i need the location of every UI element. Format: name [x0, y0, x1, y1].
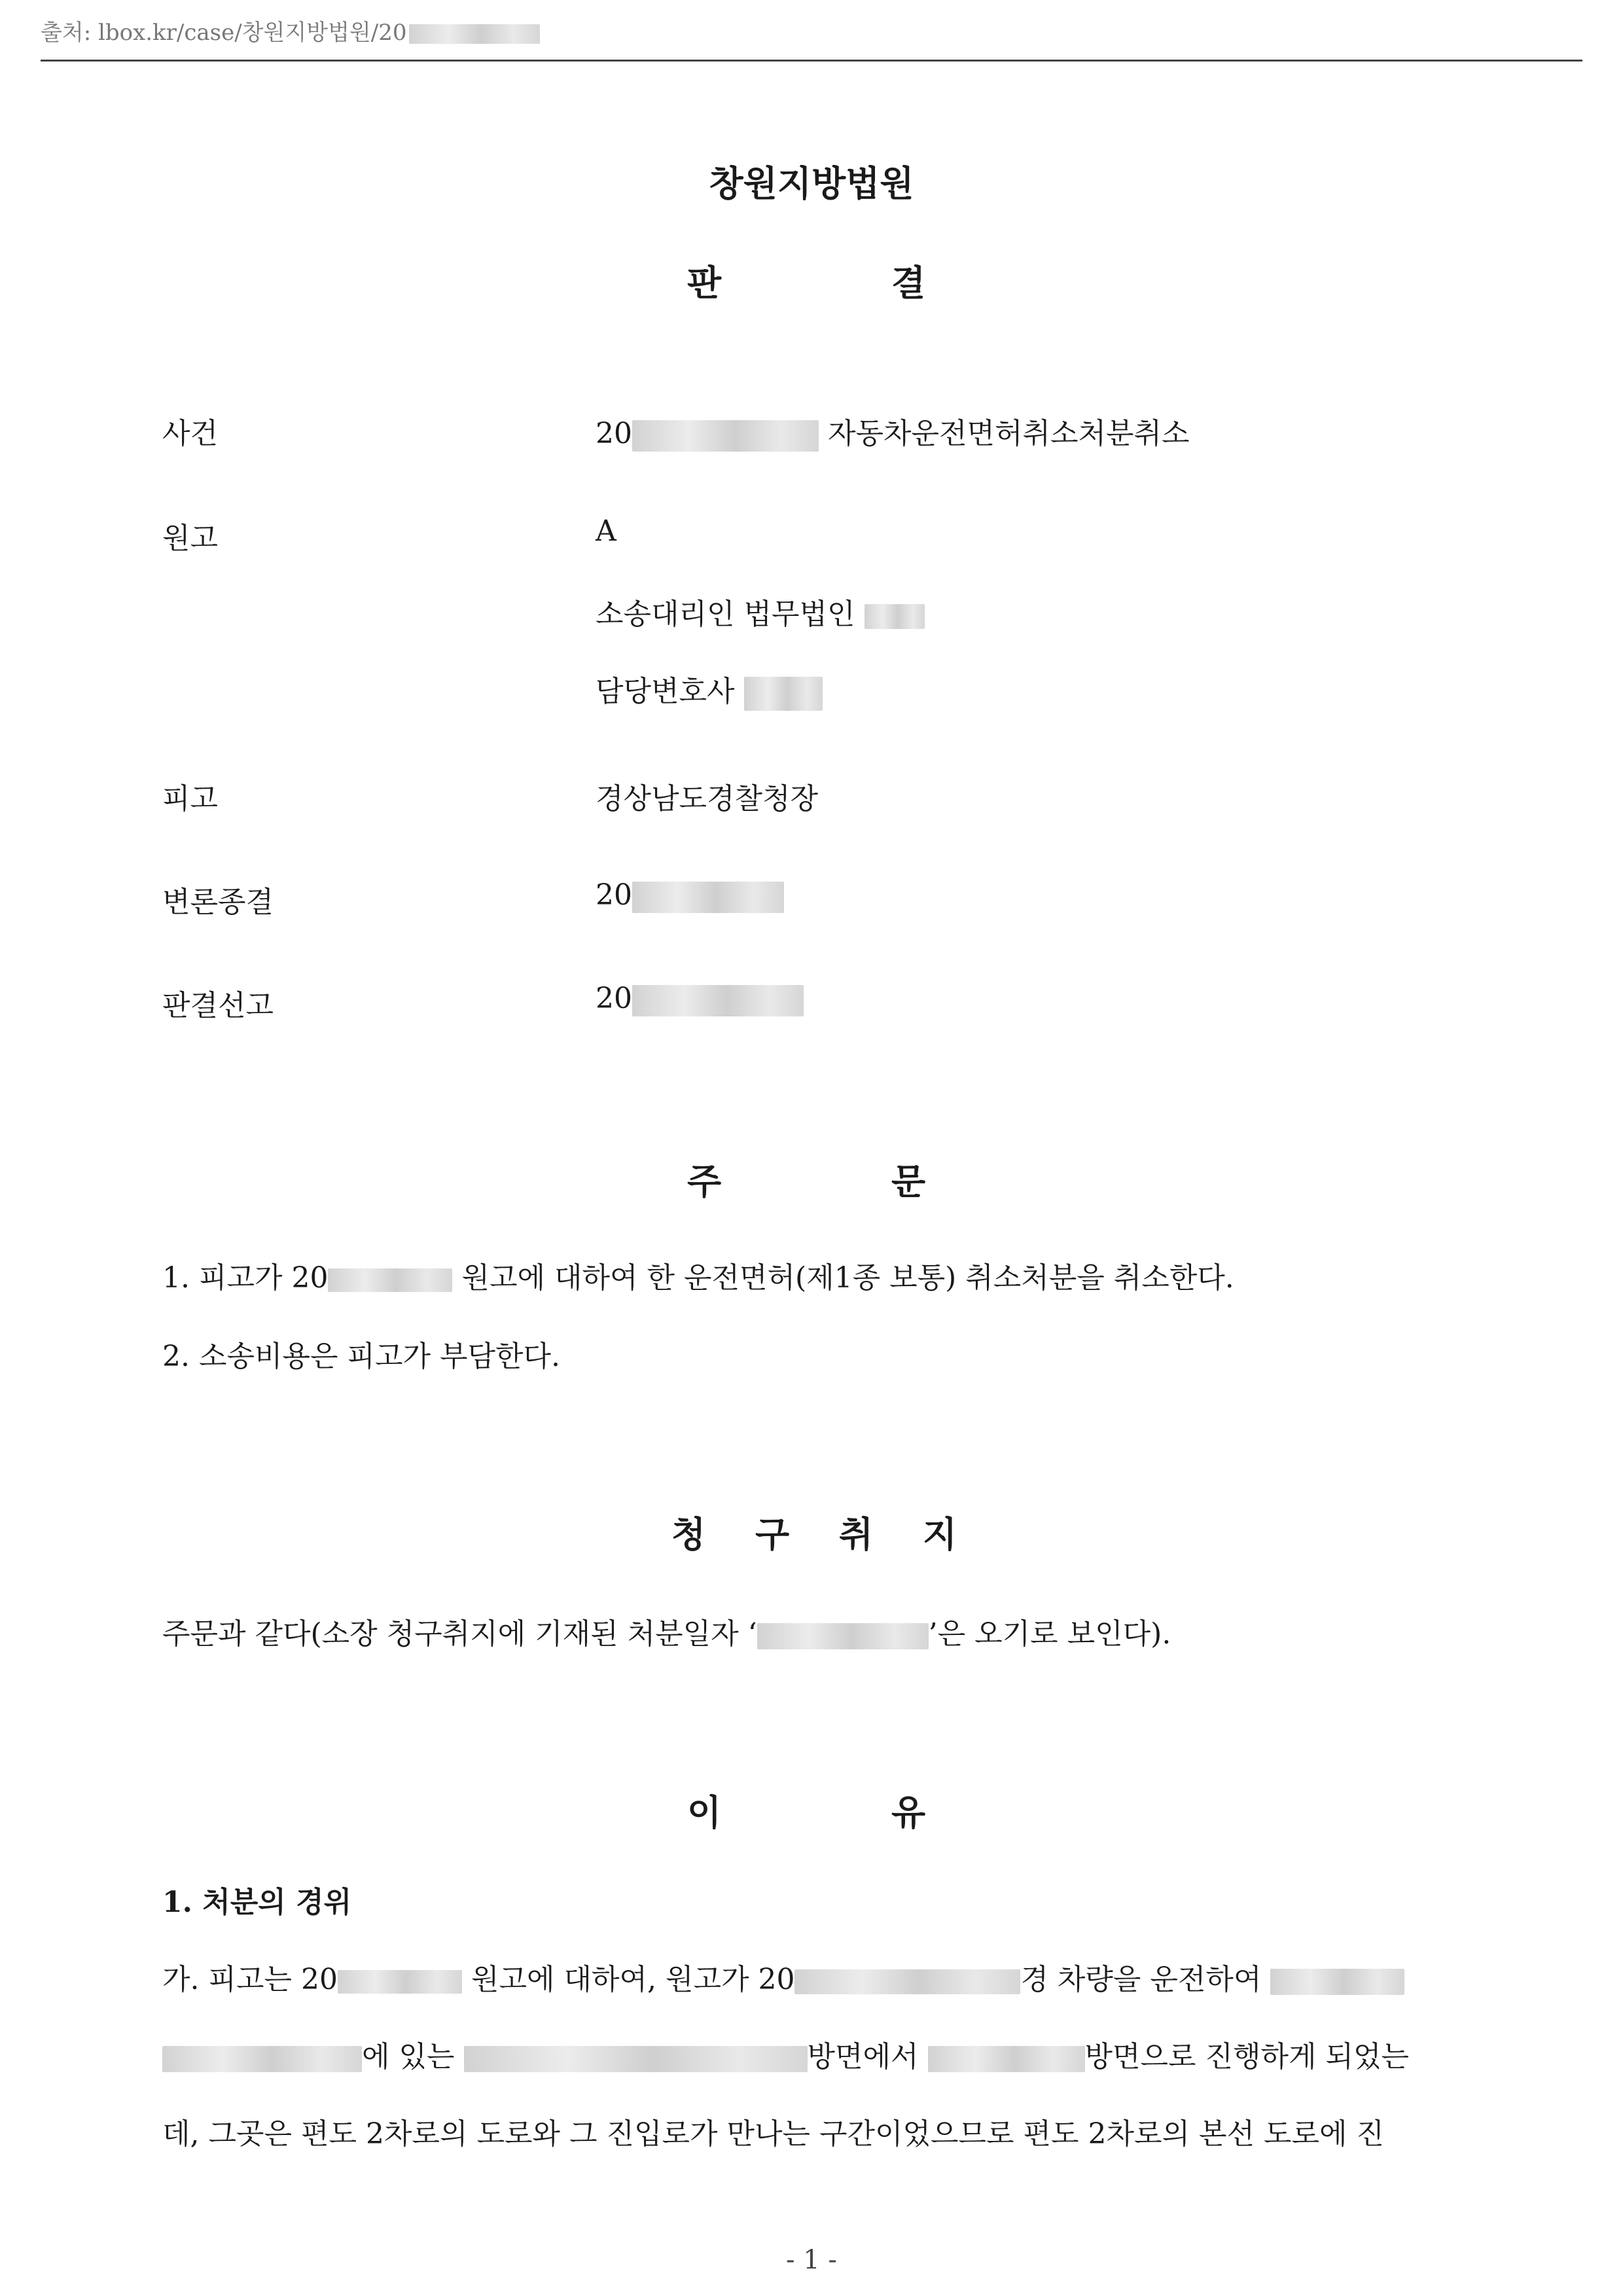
order-item-2: 2. 소송비용은 피고가 부담한다.: [162, 1340, 560, 1373]
case-number-prefix: 20: [596, 417, 632, 450]
line-1-start: 가. 피고는 20: [162, 1963, 338, 1996]
redaction: [744, 677, 823, 711]
field-value-closing: [596, 878, 784, 913]
redaction: [632, 420, 819, 452]
claim-text-start: 주문과 같다(소장 청구취지에 기재된 처분일자 ‘: [162, 1617, 757, 1651]
redaction: [794, 1969, 1020, 1994]
redaction: [865, 604, 925, 629]
field-value-sentencing: [596, 982, 804, 1016]
paragraph-line-2: [162, 2033, 1409, 2075]
line-1-end: 경 차량을 운전하여: [1020, 1963, 1262, 1996]
order-item-1-end: 원고에 대하여 한 운전면허(제1종 보통) 취소처분을 취소한다.: [461, 1261, 1234, 1295]
order-item-1: [162, 1254, 1234, 1296]
redaction: [632, 985, 804, 1016]
field-label-sentencing: 판결선고: [162, 989, 274, 1022]
reasons-heading-right: 유: [891, 1792, 926, 1833]
redaction: [928, 2046, 1085, 2072]
claim-text: [162, 1610, 1171, 1652]
court-name: 창원지방법원: [709, 163, 914, 204]
paragraph-line-1: [162, 1956, 1404, 1998]
redaction: [409, 24, 540, 44]
field-label-plaintiff: 원고: [162, 522, 219, 555]
redaction: [162, 2046, 362, 2072]
order-heading-left: 주: [687, 1161, 722, 1202]
field-value-case: [596, 410, 1190, 452]
field-label-closing: 변론종결: [162, 886, 274, 919]
claim-heading-2: 구: [755, 1514, 790, 1555]
date-prefix: 20: [596, 878, 632, 912]
field-value-defendant: 경상남도경찰청장: [596, 782, 819, 816]
redaction: [328, 1268, 452, 1292]
reasons-heading-left: 이: [687, 1792, 722, 1833]
redaction: [464, 2046, 808, 2072]
case-title: 자동차운전면허취소처분취소: [828, 417, 1190, 450]
line-2-b: 방면에서: [807, 2040, 919, 2073]
source-text: 출처: lbox.kr/case/창원지방법원/20: [41, 20, 407, 46]
lawyer-label: 담당변호사: [596, 675, 735, 708]
field-label-defendant: 피고: [162, 782, 219, 816]
redaction: [757, 1623, 929, 1649]
claim-text-end: ’은 오기로 보인다).: [928, 1617, 1171, 1651]
line-2-c: 방면으로 진행하게 되었는: [1084, 2040, 1410, 2073]
plaintiff-agent: [596, 590, 925, 632]
claim-heading-4: 지: [923, 1514, 957, 1555]
field-value-plaintiff: A: [596, 514, 616, 548]
order-heading-right: 문: [891, 1161, 926, 1202]
redaction: [1270, 1969, 1404, 1995]
field-label-case: 사건: [162, 417, 219, 450]
judgment-heading-left: 판: [687, 262, 722, 304]
paragraph-line-3: 데, 그곳은 편도 2차로의 도로와 그 진입로가 만나는 구간이었으므로 편도 2차로의 본선 도로에 진: [162, 2117, 1384, 2151]
judgment-heading-right: 결: [891, 262, 926, 304]
date-prefix: 20: [596, 982, 632, 1015]
order-item-1-start: 1. 피고가 20: [162, 1261, 329, 1295]
line-2-a: 에 있는: [362, 2040, 455, 2073]
plaintiff-lawyer: [596, 668, 823, 711]
page-number: - 1 -: [786, 2245, 837, 2275]
redaction: [338, 1970, 462, 1994]
agent-label: 소송대리인 법무법인: [596, 598, 855, 631]
section-title: 1. 처분의 경위: [162, 1886, 352, 1919]
header-divider: [41, 60, 1582, 62]
line-1-mid: 원고에 대하여, 원고가 20: [471, 1963, 795, 1996]
claim-heading-3: 취: [839, 1514, 874, 1555]
source-url: [41, 14, 540, 46]
claim-heading-1: 청: [671, 1514, 706, 1555]
redaction: [632, 882, 784, 913]
